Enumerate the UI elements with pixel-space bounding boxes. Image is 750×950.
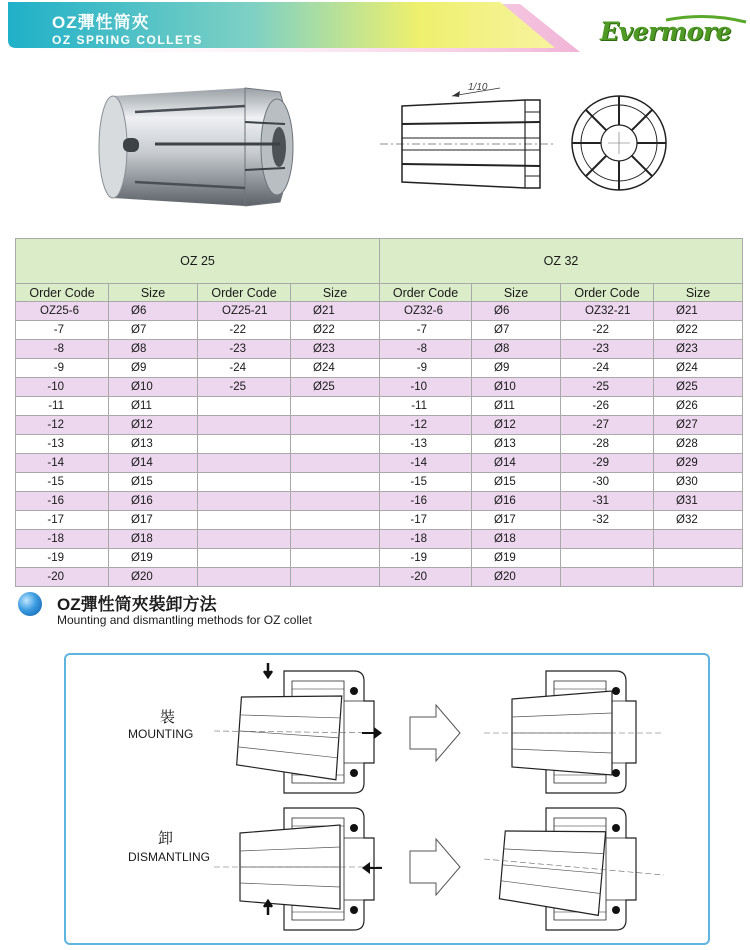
size-cell xyxy=(291,492,380,511)
order-code-cell: -19 xyxy=(380,549,472,568)
order-code-cell: -22 xyxy=(561,321,654,340)
size-cell: Ø27 xyxy=(654,416,743,435)
section-bullet-icon xyxy=(18,592,42,616)
size-cell xyxy=(654,530,743,549)
banner-title: OZ彈性筒夾 xyxy=(52,13,150,32)
column-header: Order Code xyxy=(380,284,472,302)
size-cell: Ø6 xyxy=(472,302,561,321)
brand-logo: Evermore xyxy=(600,17,731,46)
table-row xyxy=(16,321,743,340)
taper-label: 1/10 xyxy=(468,82,488,93)
order-code-cell: OZ32-21 xyxy=(561,302,654,321)
size-cell: Ø6 xyxy=(109,302,198,321)
column-header: Order Code xyxy=(198,284,291,302)
size-cell: Ø24 xyxy=(654,359,743,378)
order-code-cell: -15 xyxy=(380,473,472,492)
order-code-cell: -19 xyxy=(16,549,109,568)
size-cell: Ø15 xyxy=(472,473,561,492)
order-code-cell: -20 xyxy=(16,568,109,587)
order-code-cell: -31 xyxy=(561,492,654,511)
order-code-cell: -9 xyxy=(16,359,109,378)
table-row xyxy=(16,473,743,492)
order-code-cell: -10 xyxy=(16,378,109,397)
order-code-cell: -9 xyxy=(380,359,472,378)
order-code-cell: -11 xyxy=(380,397,472,416)
order-code-cell: -16 xyxy=(380,492,472,511)
size-cell xyxy=(291,397,380,416)
section-title: OZ彈性筒夾裝卸方法 xyxy=(57,595,217,614)
size-cell xyxy=(291,435,380,454)
column-header: Size xyxy=(109,284,198,302)
order-code-cell: -14 xyxy=(380,454,472,473)
order-code-cell: -17 xyxy=(380,511,472,530)
size-cell: Ø22 xyxy=(291,321,380,340)
dismantling-label-cn: 卸 xyxy=(158,830,174,847)
order-code-cell: -11 xyxy=(16,397,109,416)
size-cell: Ø25 xyxy=(654,378,743,397)
column-header: Order Code xyxy=(16,284,109,302)
size-cell: Ø28 xyxy=(654,435,743,454)
order-code-cell: -18 xyxy=(380,530,472,549)
order-code-cell: -22 xyxy=(198,321,291,340)
order-code-cell: OZ32-6 xyxy=(380,302,472,321)
order-code-cell xyxy=(198,511,291,530)
order-code-cell: OZ25-6 xyxy=(16,302,109,321)
collet-photo xyxy=(95,82,300,212)
size-cell xyxy=(291,549,380,568)
size-cell: Ø12 xyxy=(472,416,561,435)
order-code-cell: -23 xyxy=(198,340,291,359)
group-header-oz25: OZ 25 xyxy=(16,239,380,284)
size-cell: Ø7 xyxy=(472,321,561,340)
size-cell: Ø22 xyxy=(654,321,743,340)
size-cell: Ø32 xyxy=(654,511,743,530)
order-code-cell: -25 xyxy=(561,378,654,397)
table-row xyxy=(16,549,743,568)
order-code-cell xyxy=(561,549,654,568)
size-cell: Ø31 xyxy=(654,492,743,511)
size-cell: Ø20 xyxy=(109,568,198,587)
size-cell: Ø21 xyxy=(291,302,380,321)
column-header: Size xyxy=(472,284,561,302)
size-cell: Ø25 xyxy=(291,378,380,397)
order-code-cell: -24 xyxy=(198,359,291,378)
size-cell: Ø29 xyxy=(654,454,743,473)
order-code-cell xyxy=(198,416,291,435)
order-code-cell xyxy=(198,435,291,454)
size-cell: Ø7 xyxy=(109,321,198,340)
order-code-cell: -32 xyxy=(561,511,654,530)
table-row xyxy=(16,492,743,511)
size-cell: Ø26 xyxy=(654,397,743,416)
order-code-cell xyxy=(198,473,291,492)
size-cell: Ø14 xyxy=(109,454,198,473)
size-cell: Ø16 xyxy=(472,492,561,511)
table-row xyxy=(16,302,743,321)
column-header: Size xyxy=(291,284,380,302)
mounting-label: MOUNTING xyxy=(128,727,194,741)
size-cell xyxy=(291,530,380,549)
size-cell: Ø13 xyxy=(109,435,198,454)
size-cell: Ø21 xyxy=(654,302,743,321)
order-code-cell: -27 xyxy=(561,416,654,435)
order-code-cell: -29 xyxy=(561,454,654,473)
size-cell: Ø9 xyxy=(472,359,561,378)
order-code-cell: -10 xyxy=(380,378,472,397)
order-code-cell: -24 xyxy=(561,359,654,378)
table-row xyxy=(16,397,743,416)
order-code-cell xyxy=(561,530,654,549)
size-cell: Ø10 xyxy=(472,378,561,397)
order-code-cell xyxy=(198,492,291,511)
collet-spec-table xyxy=(15,238,743,587)
table-row xyxy=(16,530,743,549)
size-cell: Ø24 xyxy=(291,359,380,378)
mounting-label-cn: 裝 xyxy=(160,709,176,726)
order-code-cell: -23 xyxy=(561,340,654,359)
group-header-oz32: OZ 32 xyxy=(380,239,743,284)
table-row xyxy=(16,568,743,587)
order-code-cell xyxy=(198,530,291,549)
order-code-cell: -13 xyxy=(16,435,109,454)
size-cell: Ø17 xyxy=(472,511,561,530)
size-cell: Ø10 xyxy=(109,378,198,397)
size-cell: Ø18 xyxy=(472,530,561,549)
size-cell: Ø19 xyxy=(109,549,198,568)
order-code-cell: -17 xyxy=(16,511,109,530)
order-code-cell: -8 xyxy=(380,340,472,359)
table-row xyxy=(16,511,743,530)
order-code-cell xyxy=(198,454,291,473)
method-diagram xyxy=(64,653,710,945)
column-header: Size xyxy=(654,284,743,302)
order-code-cell: -7 xyxy=(16,321,109,340)
order-code-cell: -7 xyxy=(380,321,472,340)
size-cell xyxy=(654,549,743,568)
size-cell xyxy=(291,416,380,435)
order-code-cell: -14 xyxy=(16,454,109,473)
order-code-cell: OZ25-21 xyxy=(198,302,291,321)
order-code-cell: -30 xyxy=(561,473,654,492)
table-row xyxy=(16,435,743,454)
order-code-cell xyxy=(198,568,291,587)
table-row xyxy=(16,416,743,435)
order-code-cell xyxy=(198,549,291,568)
order-code-cell xyxy=(198,397,291,416)
banner-subtitle: OZ SPRING COLLETS xyxy=(52,33,203,47)
size-cell xyxy=(291,454,380,473)
size-cell: Ø30 xyxy=(654,473,743,492)
size-cell: Ø13 xyxy=(472,435,561,454)
order-code-cell: -20 xyxy=(380,568,472,587)
order-code-cell: -18 xyxy=(16,530,109,549)
size-cell: Ø20 xyxy=(472,568,561,587)
order-code-cell: -26 xyxy=(561,397,654,416)
size-cell: Ø23 xyxy=(654,340,743,359)
order-code-cell: -12 xyxy=(16,416,109,435)
table-row xyxy=(16,378,743,397)
size-cell: Ø11 xyxy=(109,397,198,416)
size-cell xyxy=(291,568,380,587)
table-row xyxy=(16,359,743,378)
size-cell: Ø9 xyxy=(109,359,198,378)
size-cell: Ø16 xyxy=(109,492,198,511)
size-cell xyxy=(291,473,380,492)
collet-end-view xyxy=(568,92,670,194)
size-cell: Ø8 xyxy=(109,340,198,359)
size-cell: Ø14 xyxy=(472,454,561,473)
order-code-cell: -15 xyxy=(16,473,109,492)
size-cell xyxy=(654,568,743,587)
size-cell: Ø8 xyxy=(472,340,561,359)
order-code-cell: -8 xyxy=(16,340,109,359)
size-cell: Ø19 xyxy=(472,549,561,568)
size-cell: Ø23 xyxy=(291,340,380,359)
order-code-cell: -25 xyxy=(198,378,291,397)
size-cell: Ø18 xyxy=(109,530,198,549)
table-row xyxy=(16,340,743,359)
section-subtitle: Mounting and dismantling methods for OZ collet xyxy=(57,613,312,627)
size-cell: Ø12 xyxy=(109,416,198,435)
size-cell: Ø11 xyxy=(472,397,561,416)
size-cell: Ø15 xyxy=(109,473,198,492)
size-cell: Ø17 xyxy=(109,511,198,530)
dismantling-label: DISMANTLING xyxy=(128,850,211,864)
order-code-cell: -12 xyxy=(380,416,472,435)
size-cell xyxy=(291,511,380,530)
column-header: Order Code xyxy=(561,284,654,302)
order-code-cell: -28 xyxy=(561,435,654,454)
order-code-cell xyxy=(561,568,654,587)
collet-side-drawing xyxy=(380,78,555,198)
order-code-cell: -16 xyxy=(16,492,109,511)
table-row xyxy=(16,454,743,473)
order-code-cell: -13 xyxy=(380,435,472,454)
